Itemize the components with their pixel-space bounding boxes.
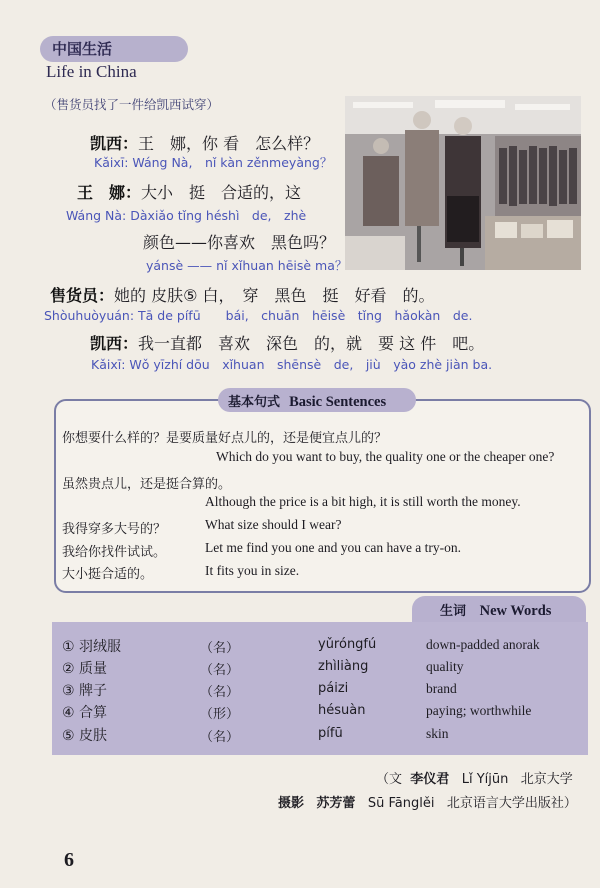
word-pos: （名） bbox=[200, 685, 240, 700]
speaker-pinyin: Shòuhuòyuán: bbox=[44, 308, 135, 323]
dialogue-pinyin-3 bbox=[146, 256, 347, 274]
basic-sentence-cn: 我给你找件试试。 bbox=[62, 545, 167, 560]
photo-credit: 摄影 苏芳蕾 Sū Fānglěi 北京语言大学出版社） bbox=[278, 796, 577, 811]
word-pinyin: yǔróngfú bbox=[318, 637, 377, 652]
text-pinyin: Wáng Nà, nǐ kàn zěnmeyàng？ bbox=[132, 155, 333, 170]
basic-sentence-en: Let me find you one and you can have a try-on. bbox=[205, 540, 462, 555]
dialogue-line-4 bbox=[50, 283, 435, 306]
section-title-cn: 中国生活 bbox=[52, 40, 113, 58]
dialogue-text: 颜色——你喜欢 黑色吗？ bbox=[143, 233, 336, 252]
basic-sentences-title bbox=[228, 391, 386, 411]
word-pos: （名） bbox=[200, 730, 240, 745]
word-english: quality bbox=[426, 659, 464, 674]
basic-sentence-en: Which do you want to buy, the quality one or the cheaper one? bbox=[216, 449, 555, 464]
title-cn: 基本句式 bbox=[228, 395, 281, 410]
word-pos: （形） bbox=[200, 707, 240, 722]
text-pinyin: Dàxiǎo tǐng héshì de, zhè bbox=[130, 208, 307, 223]
word-english: skin bbox=[426, 726, 449, 741]
word-english: paying; worthwhile bbox=[426, 703, 532, 718]
dialogue-pinyin-4 bbox=[44, 306, 472, 324]
word-pinyin: páizi bbox=[318, 681, 349, 696]
dialogue-text: 王 娜，你 看 怎么样？ bbox=[138, 134, 320, 153]
word-pos: （名） bbox=[200, 663, 240, 678]
word-english: brand bbox=[426, 681, 457, 696]
dialogue-line-2 bbox=[77, 180, 301, 203]
text-pinyin: yánsè —— nǐ xǐhuan hēisè ma？ bbox=[146, 258, 348, 273]
title-cn: 生词 bbox=[440, 604, 467, 619]
word-pos: （名） bbox=[200, 641, 240, 656]
dialogue-pinyin-1 bbox=[94, 153, 332, 171]
page-number: 6 bbox=[64, 849, 74, 871]
intro-note: （售货员找了一件给凯西试穿） bbox=[44, 97, 220, 112]
word-pinyin: zhìliàng bbox=[318, 659, 369, 674]
speaker-name: 售货员： bbox=[50, 286, 115, 305]
title-en: New Words bbox=[479, 603, 552, 619]
word-entry: ③ 牌子 bbox=[62, 683, 108, 699]
dialogue-line-1 bbox=[90, 131, 319, 154]
author-credit: （文 李仪君 Lǐ Yíjūn 北京大学 bbox=[376, 772, 573, 787]
word-entry: ⑤ 皮肤 bbox=[62, 728, 108, 744]
basic-sentence-cn: 你想要什么样的？是要质量好点儿的，还是便宜点儿的？ bbox=[62, 431, 388, 446]
new-words-title bbox=[440, 600, 551, 620]
basic-sentence-en: What size should I wear? bbox=[205, 517, 342, 532]
section-title-en: Life in China bbox=[46, 62, 137, 81]
dialogue-line-5 bbox=[90, 331, 484, 354]
title-en: Basic Sentences bbox=[289, 394, 387, 410]
word-entry: ④ 合算 bbox=[62, 705, 108, 721]
basic-sentence-cn: 大小挺合适的。 bbox=[62, 567, 154, 582]
word-entry: ② 质量 bbox=[62, 661, 108, 677]
basic-sentence-cn: 我得穿多大号的？ bbox=[62, 522, 167, 537]
dialogue-text: 她的 皮肤⑤ 白， 穿 黑色 挺 好看 的。 bbox=[114, 286, 435, 305]
basic-sentence-cn: 虽然贵点儿，还是挺合算的。 bbox=[62, 477, 232, 492]
speaker-pinyin: Wáng Nà: bbox=[66, 208, 127, 223]
dialogue-pinyin-5 bbox=[91, 355, 492, 373]
word-pinyin: pífū bbox=[318, 726, 343, 741]
dialogue-line-3 bbox=[143, 230, 335, 253]
basic-sentence-en: It fits you in size. bbox=[205, 563, 300, 578]
basic-sentence-en: Although the price is a bit high, it is still worth the money. bbox=[205, 494, 521, 509]
text-pinyin: Wǒ yīzhí dōu xǐhuan shēnsè de, jiù yào zhè jiàn ba. bbox=[129, 357, 493, 372]
speaker-name: 王 娜： bbox=[77, 183, 142, 202]
speaker-name: 凯西： bbox=[90, 134, 139, 153]
word-entry: ① 羽绒服 bbox=[62, 639, 122, 655]
word-pinyin: hésuàn bbox=[318, 703, 366, 718]
dialogue-pinyin-2 bbox=[66, 206, 306, 224]
speaker-pinyin: Kǎixī: bbox=[94, 155, 129, 170]
clothing-store-photo bbox=[345, 96, 581, 270]
dialogue-text: 我一直都 喜欢 深色 的，就 要 这 件 吧。 bbox=[138, 334, 485, 353]
text-pinyin: Tā de pífū bái, chuān hēisè tǐng hǎokàn de. bbox=[138, 308, 473, 323]
word-english: down-padded anorak bbox=[426, 637, 540, 652]
dialogue-text: 大小 挺 合适的，这 bbox=[141, 183, 302, 202]
speaker-name: 凯西： bbox=[90, 334, 139, 353]
speaker-pinyin: Kǎixī: bbox=[91, 357, 126, 372]
